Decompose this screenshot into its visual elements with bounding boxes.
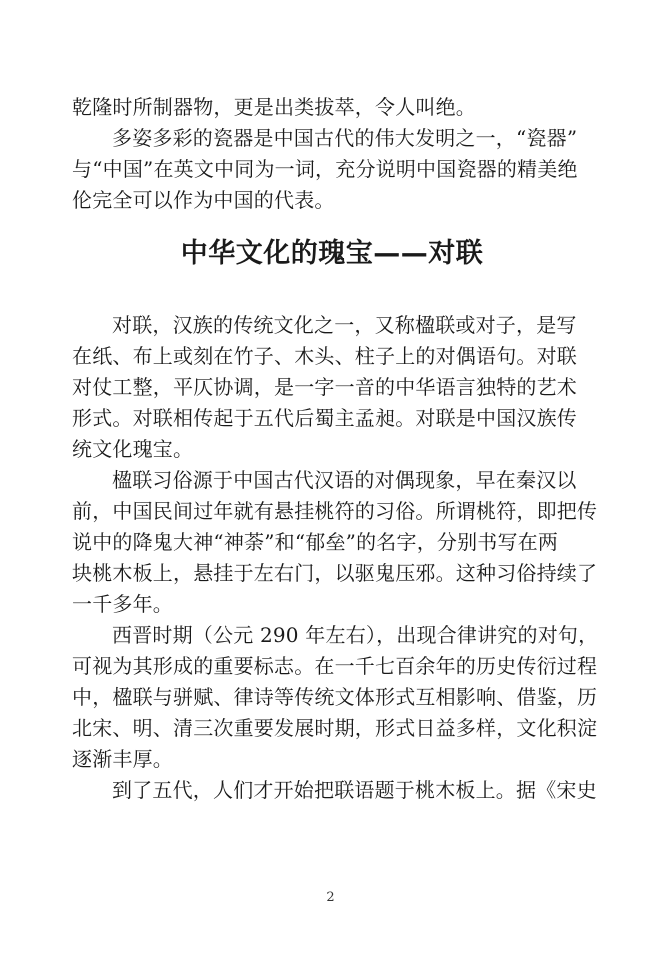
text-line: 伦完全可以作为中国的代表。 bbox=[72, 188, 335, 212]
text-line: 对联，汉族的传统文化之一，又称楹联或对子，是写 bbox=[112, 313, 577, 337]
text-line: 块桃木板上，悬挂于左右门，以驱鬼压邪。这种习俗持续了 bbox=[72, 561, 598, 585]
text-line: 楹联习俗源于中国古代汉语的对偶现象，早在秦汉以 bbox=[112, 468, 577, 492]
text-line: 北宋、明、清三次重要发展时期，形式日益多样，文化积淀 bbox=[72, 716, 598, 740]
body-paragraphs bbox=[72, 310, 599, 806]
section-title: 中华文化的瑰宝——对联 bbox=[180, 238, 484, 269]
text-line: 与“中国”在英文中同为一词，充分说明中国瓷器的精美绝 bbox=[72, 157, 578, 181]
text-line: 到了五代，人们才开始把联语题于桃木板上。据《宋史 bbox=[112, 778, 597, 802]
text-line: 统文化瑰宝。 bbox=[72, 437, 194, 461]
text-line: 多姿多彩的瓷器是中国古代的伟大发明之一，“瓷器” bbox=[112, 126, 578, 150]
text-line: 在纸、布上或刻在竹子、木头、柱子上的对偶语句。对联 bbox=[72, 344, 577, 368]
text-line: 西晋时期（公元 290 年左右），出现合律讲究的对句， bbox=[112, 623, 599, 647]
intro-paragraphs bbox=[72, 92, 592, 216]
page-number: 2 bbox=[326, 890, 335, 905]
text-line: 对仗工整，平仄协调，是一字一音的中华语言独特的艺术 bbox=[72, 375, 577, 399]
text-line: 逐渐丰厚。 bbox=[72, 747, 173, 771]
text-line: 可视为其形成的重要标志。在一千七百余年的历史传衍过程 bbox=[72, 654, 598, 678]
text-line: 乾隆时所制器物，更是出类拔萃，令人叫绝。 bbox=[72, 95, 476, 119]
text-line: 中，楹联与骈赋、律诗等传统文体形式互相影响、借鉴，历 bbox=[72, 685, 598, 709]
text-line: 形式。对联相传起于五代后蜀主孟昶。对联是中国汉族传 bbox=[72, 406, 577, 430]
text-line: 一千多年。 bbox=[72, 592, 173, 616]
text-line: 说中的降鬼大神“神荼”和“郁垒”的名字，分别书写在两 bbox=[72, 530, 559, 554]
document-page bbox=[72, 92, 599, 806]
text-line: 前，中国民间过年就有悬挂桃符的习俗。所谓桃符，即把传 bbox=[72, 499, 598, 523]
